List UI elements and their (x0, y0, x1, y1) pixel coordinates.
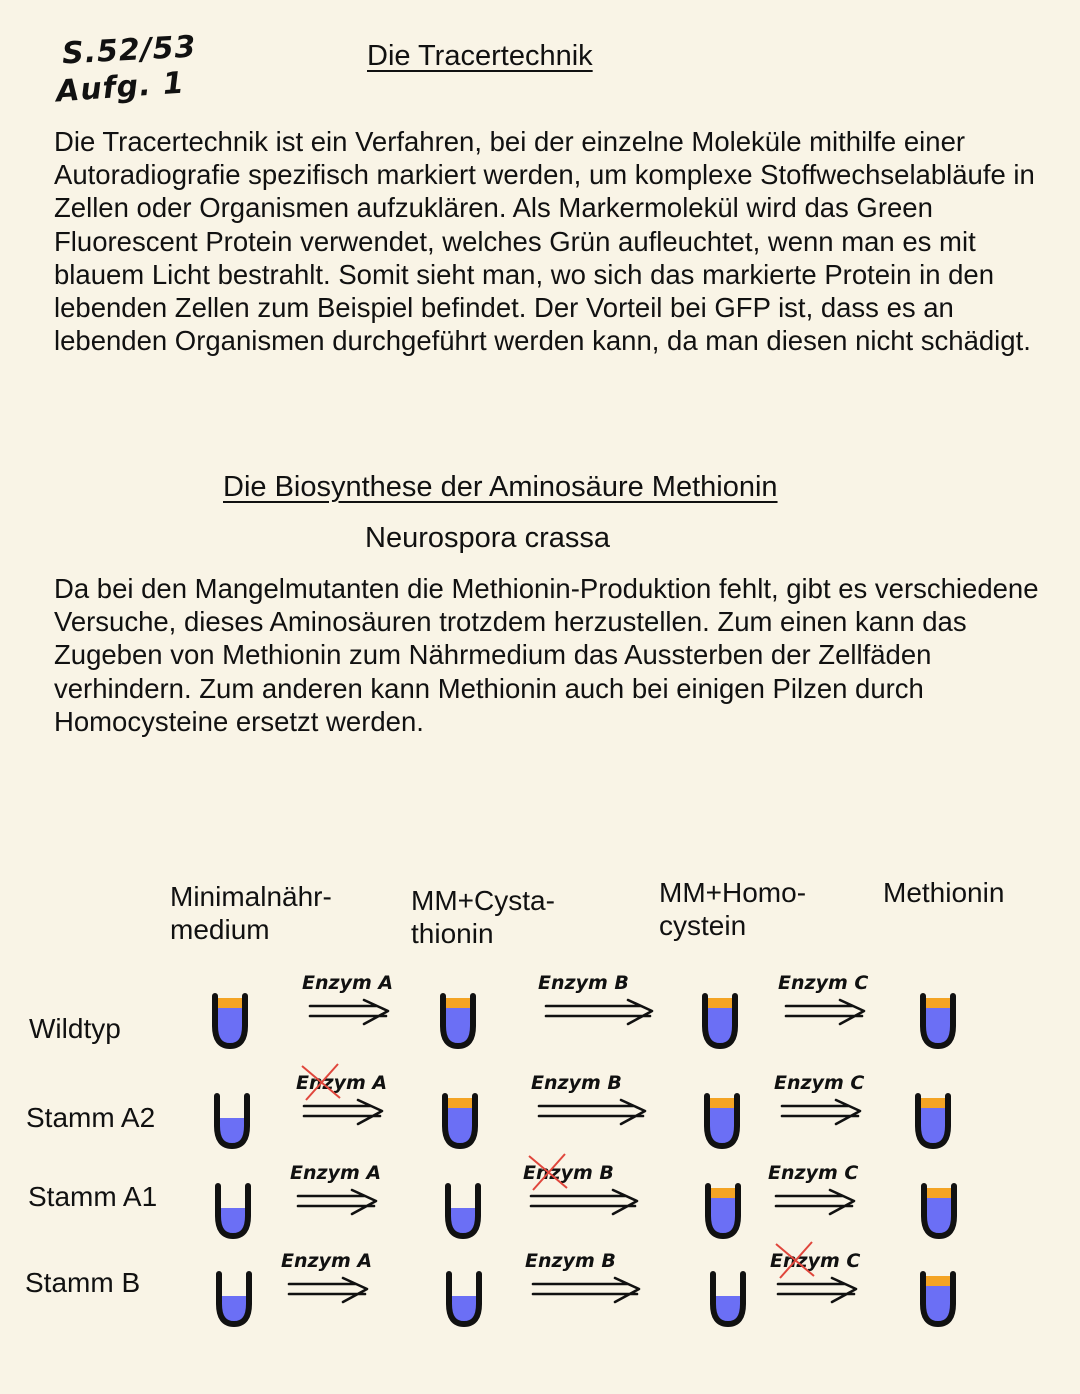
row-label-wildtyp: Wildtyp (29, 1013, 121, 1044)
page-reference: S.52/53 (61, 29, 198, 72)
tube-growth-r2-c3 (919, 1180, 959, 1242)
section-title-tracer: Die Tracertechnik (367, 40, 593, 72)
section-title-biosynthesis: Die Biosynthese der Aminosäure Methionin (223, 471, 778, 503)
tube-no-growth-r2-c0 (213, 1180, 253, 1242)
reaction-arrow (537, 1096, 653, 1126)
tube-growth-r1-c2 (702, 1090, 742, 1152)
enzyme-label: Enzym A (290, 1162, 382, 1184)
tube-no-growth-r3-c1 (444, 1268, 484, 1330)
row-label-stamm-b: Stamm B (25, 1267, 141, 1298)
enzyme-label: Enzym C (770, 1250, 861, 1272)
enzyme-label: Enzym C (778, 972, 869, 994)
tube-growth-r2-c2 (703, 1180, 743, 1242)
tube-growth-r0-c3 (918, 990, 958, 1052)
row-label-stamm-a2: Stamm A2 (26, 1102, 156, 1133)
tube-no-growth-r3-c0 (214, 1268, 254, 1330)
reaction-arrow (784, 996, 872, 1026)
blocked-enzyme-cross (298, 1062, 344, 1102)
enzyme-label: Enzym B (531, 1072, 622, 1094)
enzyme-label: Enzym B (525, 1250, 616, 1272)
tube-growth-r0-c2 (700, 990, 740, 1052)
reaction-arrow (296, 1186, 384, 1216)
blocked-enzyme-cross (525, 1152, 571, 1192)
paragraph-tracer: Die Tracertechnik ist ein Verfahren, bei der einzelne Moleküle mithilfe einer Autoradiografie spezifisch markiert werden, um komplexe Stoffwechselabläufe in Zellen oder Organismen aufzuklären. Als Markermolekül wird das Green Fluorescent Protein verwendet, welches Grün aufleuchtet, wenn man es mit blauem Licht bestrahlt. Somit sieht man, wo sich das markierte Protein in den lebenden Zellen zum Beispiel befindet. Der Vorteil bei GFP ist, dass es an lebenden Organismen durchgeführt werden kann, da man diesen nicht schädigt. (54, 126, 1035, 357)
enzyme-label: Enzym A (281, 1250, 373, 1272)
enzyme-label: Enzym A (302, 972, 394, 994)
tube-no-growth-r3-c2 (708, 1268, 748, 1330)
tube-growth-r1-c1 (440, 1090, 480, 1152)
reaction-arrow (774, 1186, 862, 1216)
enzyme-label: Enzym C (768, 1162, 859, 1184)
task-reference: Aufg. 1 (54, 65, 186, 110)
tube-growth-r1-c3 (913, 1090, 953, 1152)
tube-growth-r0-c0 (210, 990, 250, 1052)
tube-growth-r3-c3 (918, 1268, 958, 1330)
reaction-arrow (780, 1096, 868, 1126)
tube-no-growth-r2-c1 (443, 1180, 483, 1242)
reaction-arrow (308, 996, 396, 1026)
enzyme-label: Enzym C (774, 1072, 865, 1094)
organism-subtitle: Neurospora crassa (365, 522, 610, 554)
enzyme-label: Enzym A (296, 1072, 388, 1094)
blocked-enzyme-cross (772, 1240, 818, 1280)
tube-growth-r0-c1 (438, 990, 478, 1052)
column-header-homocystein: MM+Homo- cystein (659, 877, 807, 941)
reaction-arrow (544, 996, 660, 1026)
column-header-methionin: Methionin (883, 877, 1005, 908)
reaction-arrow (531, 1274, 647, 1304)
tube-no-growth-r1-c0 (212, 1090, 252, 1152)
reaction-arrow (287, 1274, 375, 1304)
enzyme-label: Enzym B (538, 972, 629, 994)
enzyme-label: Enzym B (523, 1162, 614, 1184)
column-header-minimal-medium: Minimalnähr- medium (170, 881, 332, 945)
paragraph-biosynthesis: Da bei den Mangelmutanten die Methionin-Produktion fehlt, gibt es verschiedene Versuche, dieses Aminosäuren trotzdem herzustellen. Zum einen kann das Zugeben von Methionin zum Nährmedium das Aussterben der Zellfäden verhindern. Zum anderen kann Methionin auch bei einigen Pilzen durch Homocysteine ersetzt werden. (54, 573, 1039, 737)
row-label-stamm-a1: Stamm A1 (28, 1181, 158, 1212)
column-header-cystathionin: MM+Cysta- thionin (411, 885, 555, 949)
